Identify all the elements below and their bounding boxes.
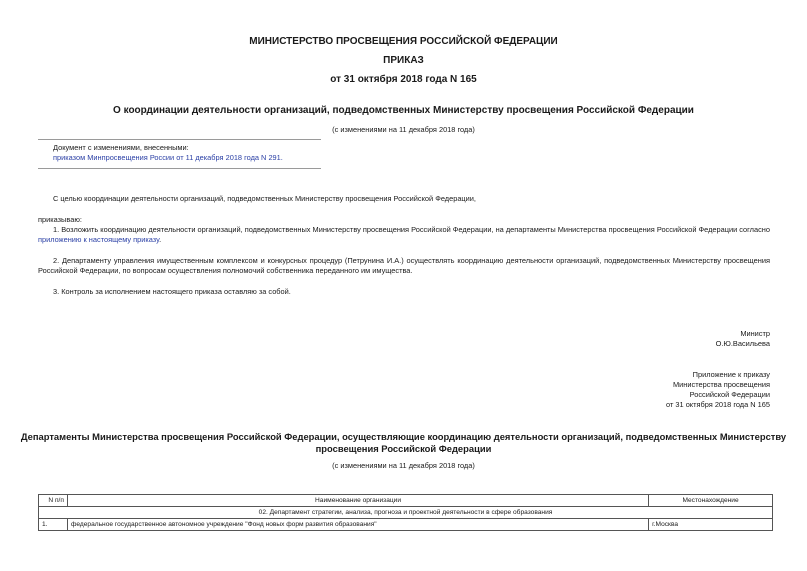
order-word: приказываю:: [38, 215, 82, 224]
appendix-header-line-2: Министерства просвещения: [673, 380, 770, 389]
appendix-header-line-3: Российской Федерации: [689, 390, 770, 399]
changes-top-rule: [38, 139, 321, 140]
appendix-amendment-note: (с изменениями на 11 декабря 2018 года): [332, 461, 475, 470]
doc-date: от 31 октября 2018 года N 165: [330, 74, 477, 85]
appendix-title-line-1: Департаменты Министерства просвещения Российской Федерации, осуществляющие координацию деятельности организаций, подведомственных Министерству: [20, 431, 787, 442]
signature-name: О.Ю.Васильева: [715, 339, 770, 348]
item-1: [38, 225, 770, 245]
item-2: 2. Департаменту управления имущественным комплексом и конкурсных процедур (Петрунина И.А.) осуществлять координацию деятельности организаций, подведомственных Министерству просвещения Российской Федерации, по вопросам осуществления полномочий собственника переданного им имущества.: [38, 256, 770, 275]
row-name: федеральное государственное автономное учреждение "Фонд новых форм развития образования": [67, 519, 648, 531]
table-row: [39, 519, 773, 531]
appendix-header-line-4: от 31 октября 2018 года N 165: [666, 400, 770, 409]
header-num: N п/п: [39, 495, 68, 507]
row-location: г.Москва: [649, 519, 773, 531]
appendix-link[interactable]: приложению к настоящему приказу: [38, 235, 160, 244]
signature-title: Министр: [740, 329, 770, 338]
amendment-note: (с изменениями на 11 декабря 2018 года): [332, 125, 475, 134]
table-header-row: [39, 495, 773, 507]
item-1-text: 1. Возложить координацию деятельности организаций, подведомственных Министерству просвещения Российской Федерации, на департаменты Министерства просвещения Российской Федерации согласно: [53, 225, 770, 234]
section-label: 02. Департамент стратегии, анализа, прогноза и проектной деятельности в сфере образования: [39, 507, 773, 519]
changes-bottom-rule: [38, 168, 321, 169]
doc-type: ПРИКАЗ: [383, 55, 424, 66]
appendix-title-line-2: просвещения Российской Федерации: [315, 443, 492, 454]
item-3: 3. Контроль за исполнением настоящего приказа оставляю за собой.: [53, 287, 291, 296]
changes-link[interactable]: приказом Минпросвещения России от 11 декабря 2018 года N 291.: [53, 153, 283, 162]
doc-title: О координации деятельности организаций, подведомственных Министерству просвещения Российской Федерации: [113, 105, 694, 116]
preamble: С целью координации деятельности организаций, подведомственных Министерству просвещения Российской Федерации,: [53, 194, 476, 203]
table-section-row: [39, 507, 773, 519]
header-location: Местонахождение: [649, 495, 773, 507]
header-name: Наименование организации: [67, 495, 648, 507]
ministry-heading: МИНИСТЕРСТВО ПРОСВЕЩЕНИЯ РОССИЙСКОЙ ФЕДЕРАЦИИ: [249, 36, 558, 47]
organizations-table: [38, 494, 773, 531]
changes-label: Документ с изменениями, внесенными:: [53, 143, 189, 152]
appendix-header-line-1: Приложение к приказу: [692, 370, 770, 379]
item-1-end: .: [159, 235, 162, 244]
row-num: 1.: [39, 519, 68, 531]
